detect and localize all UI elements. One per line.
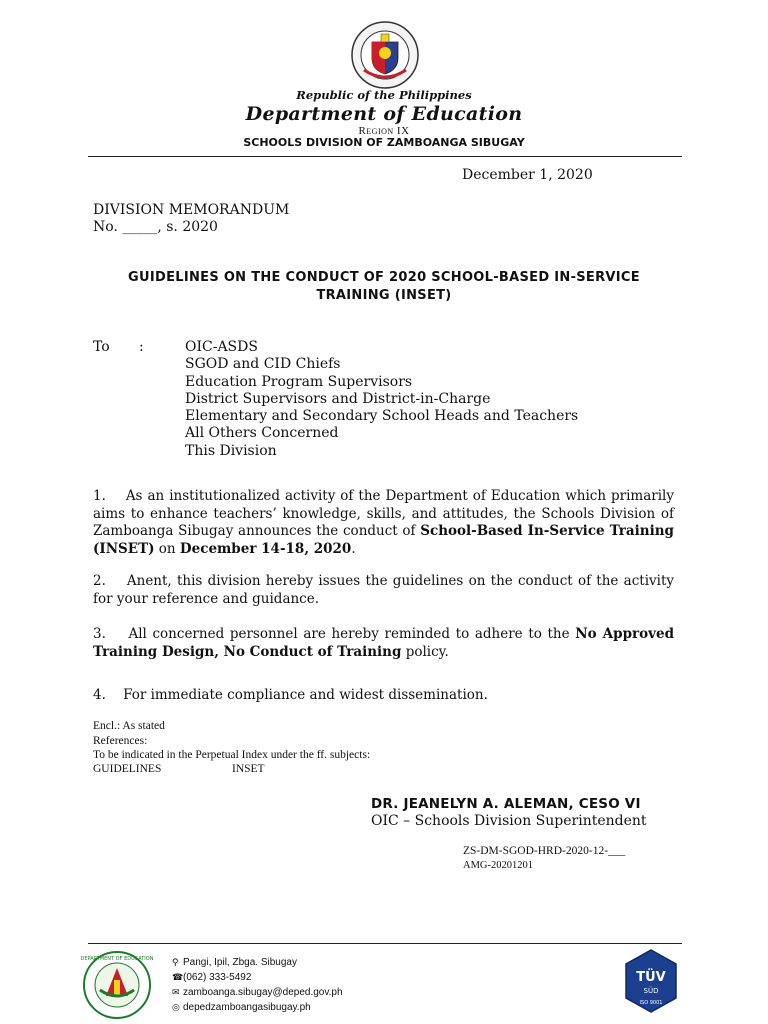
initials-code: AMG-20201201 [463, 860, 533, 871]
recipient-item: Elementary and Secondary School Heads and Teachers [185, 408, 579, 425]
memo-title-line1: GUIDELINES ON THE CONDUCT OF 2020 SCHOOL-BASED IN-SERVICE [128, 270, 640, 285]
paragraph-text: . [351, 540, 356, 557]
paragraph-text: on [154, 540, 180, 557]
email-text[interactable]: zamboanga.sibugay@deped.gov.ph [183, 987, 343, 998]
paragraph-text: For immediate compliance and widest dissemination. [123, 687, 488, 703]
footer-address [172, 955, 343, 970]
recipient-item: All Others Concerned [185, 425, 339, 442]
paragraph-number: 3. [93, 626, 106, 642]
tuv-certification-logo [620, 948, 682, 1018]
header-divider [88, 156, 682, 157]
signatory-name: DR. JEANELYN A. ALEMAN, CESO VI [371, 796, 641, 812]
email-icon: ✉ [172, 987, 180, 997]
recipient-item: SGOD and CID Chiefs [185, 356, 341, 373]
inset-program-name: School-Based In-Service Training (INSET) [93, 523, 674, 557]
footer-website [172, 1000, 343, 1015]
website-text[interactable]: depedzamboangasibugay.ph [183, 1002, 311, 1013]
recipient-item: Education Program Supervisors [185, 373, 413, 390]
footer-email [172, 985, 343, 1000]
index-subject: GUIDELINES [93, 763, 162, 775]
paragraph-number: 1. [93, 488, 106, 504]
paragraph-number: 2. [93, 573, 106, 589]
perpetual-index-note: To be indicated in the Perpetual Index under the ff. subjects: [93, 749, 371, 761]
memo-type: DIVISION MEMORANDUM [93, 202, 290, 218]
footer-phone [172, 970, 343, 985]
iso-mark: ISO 9001 [639, 1000, 663, 1006]
reference-code: ZS-DM-SGOD-HRD-2020-12-___ [463, 845, 626, 857]
paragraph-text: All concerned personnel are hereby reminded to adhere to the [128, 626, 576, 642]
phone-icon: ☎ [172, 972, 184, 982]
division-logo [80, 950, 154, 1020]
department-name: Department of Education [245, 103, 523, 125]
enclosure-note: Encl.: As stated [93, 720, 165, 732]
inset-dates: December 14-18, 2020 [179, 540, 352, 557]
division-line: SCHOOLS DIVISION OF ZAMBOANGA SIBUGAY [243, 136, 525, 149]
footer-divider [88, 943, 682, 944]
svg-text:DEPARTMENT OF EDUCATION: DEPARTMENT OF EDUCATION [80, 956, 154, 962]
deped-seal [350, 20, 420, 90]
recipient-item: This Division [185, 442, 277, 459]
memo-date: December 1, 2020 [462, 167, 593, 183]
tuv-sub-mark: SÜD [643, 987, 659, 995]
recipient-item: OIC-ASDS [185, 339, 258, 355]
republic-line: Republic of the Philippines [296, 88, 472, 102]
to-colon: : [139, 339, 144, 355]
tuv-mark: TÜV [636, 970, 666, 985]
paragraph-text: Anent, this division hereby issues the guidelines on the conduct of the activity for your reference and guidance. [93, 573, 675, 607]
paragraph-number: 4. [93, 687, 106, 703]
memo-title-line2: TRAINING (INSET) [316, 288, 452, 303]
paragraph-4 [93, 687, 674, 705]
recipient-item: District Supervisors and District-in-Charge [185, 390, 491, 407]
phone-text: (062) 333-5492 [183, 972, 252, 983]
region-line: Region IX [358, 125, 410, 137]
location-pin-icon: ⚲ [172, 957, 179, 967]
globe-icon: ◎ [172, 1002, 180, 1012]
paragraph-1 [93, 488, 674, 558]
address-text: Pangi, Ipil, Zbga. Sibugay [183, 957, 297, 968]
paragraph-3 [93, 626, 674, 661]
paragraph-text: As an institutionalized activity of the Department of Education which primarily aims to enhance teachers’ knowledge, skills, and attitudes, the Schools Division of Zamboanga Sibugay announces the conduct of [93, 488, 674, 539]
references-label: References: [93, 735, 148, 747]
footer-contact [172, 955, 343, 1015]
recipient-list [185, 339, 578, 460]
paragraph-text: policy. [401, 643, 449, 660]
memo-number: No. _____, s. 2020 [93, 219, 218, 235]
signatory-position: OIC – Schools Division Superintendent [371, 813, 647, 829]
paragraph-2 [93, 573, 674, 608]
to-label: To [93, 339, 110, 355]
index-subject: INSET [232, 763, 265, 775]
policy-name: No Approved Training Design, No Conduct of Training [93, 626, 675, 660]
